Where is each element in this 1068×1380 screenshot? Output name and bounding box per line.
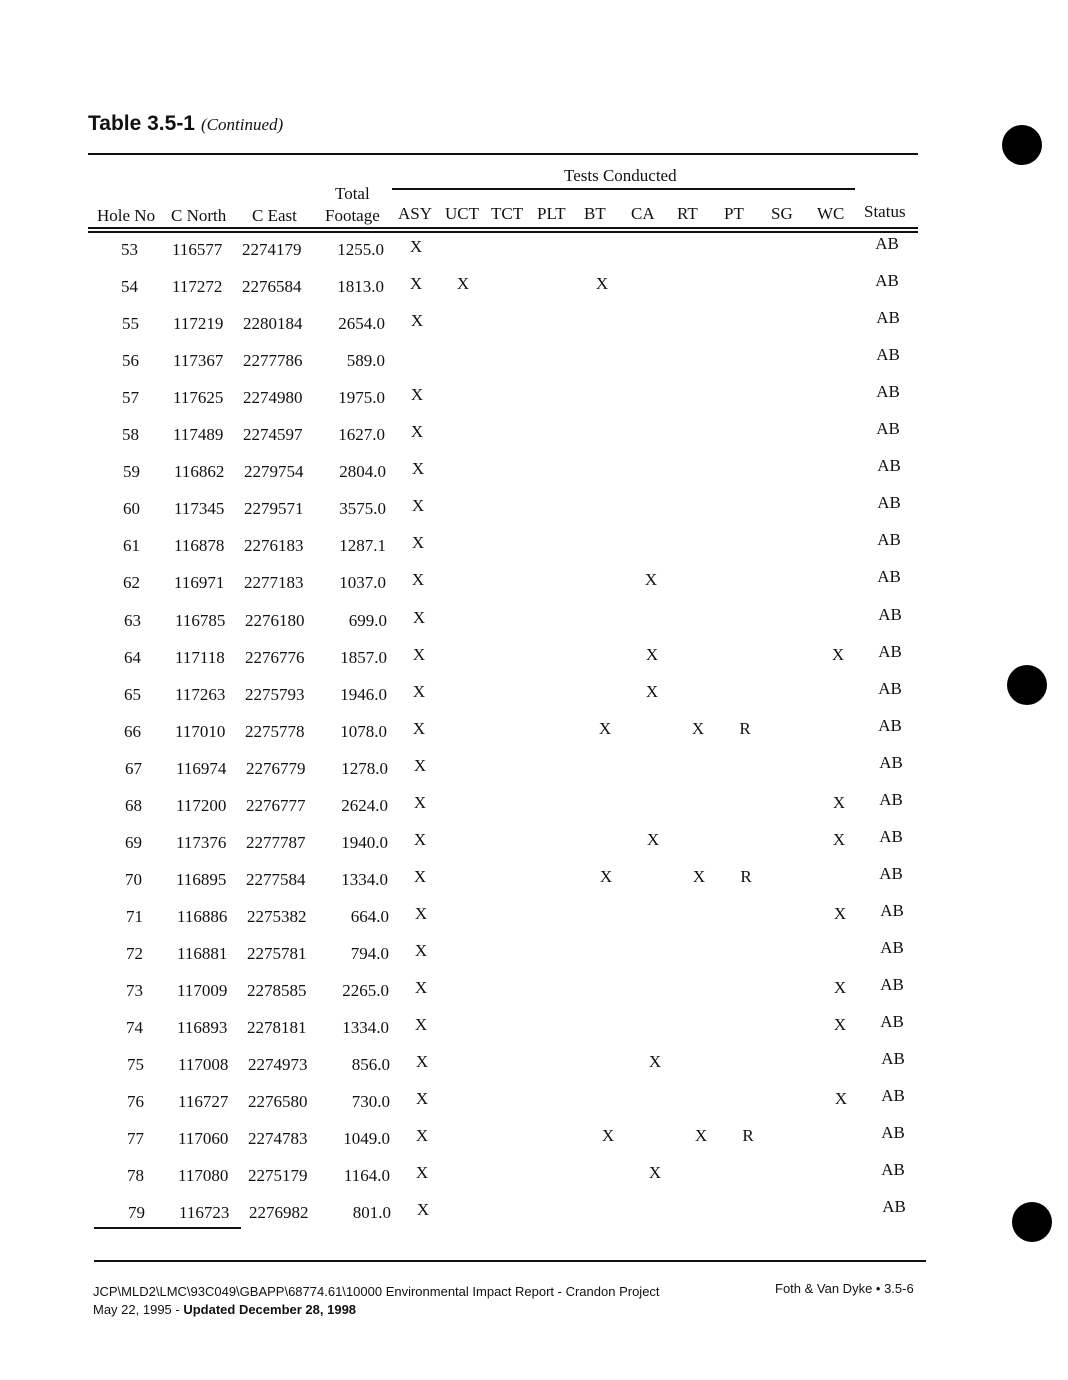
footage-cell: 1334.0 [342, 1018, 389, 1038]
footer-rule [94, 1260, 926, 1262]
status-cell: AB [878, 678, 902, 698]
hole-no-cell: 74 [126, 1018, 143, 1038]
footage-cell: 1164.0 [343, 1166, 390, 1186]
test-wc-cell: X [833, 1015, 847, 1035]
c-east-cell: 2279571 [244, 499, 304, 519]
tests-conducted-underline [392, 188, 855, 190]
status-cell: AB [879, 826, 903, 846]
status-cell: AB [879, 789, 903, 809]
top-rule [88, 153, 918, 155]
c-north-cell: 117009 [177, 981, 228, 1000]
hole-no-cell: 79 [128, 1203, 145, 1223]
footage-cell: 1813.0 [337, 277, 384, 297]
c-north-cell: 117219 [173, 314, 224, 334]
table-row [0, 789, 1068, 826]
c-north-cell: 117376 [176, 832, 227, 852]
table-row [0, 752, 1068, 789]
c-east-cell: 2277786 [243, 351, 303, 371]
status-cell: AB [881, 1123, 905, 1143]
footer-left [93, 1283, 660, 1319]
c-east-cell: 2276776 [245, 647, 305, 667]
c-north-cell: 117272 [172, 277, 223, 297]
test-rt-cell: X [692, 866, 706, 886]
hole-no-cell: 61 [123, 536, 140, 556]
c-east-cell: 2277584 [246, 869, 306, 889]
c-north-cell: 117200 [176, 795, 227, 815]
col-header-uct: UCT [445, 204, 479, 223]
c-north-cell: 116971 [174, 573, 225, 593]
footage-cell: 3575.0 [339, 499, 386, 519]
hole-no-cell: 60 [123, 499, 140, 519]
footage-cell: 856.0 [351, 1055, 390, 1075]
c-north-cell: 117008 [178, 1055, 229, 1075]
c-east-cell: 2274783 [248, 1129, 308, 1149]
hole-no-cell: 73 [126, 981, 143, 1000]
test-wc-cell: X [831, 644, 845, 664]
test-asy-cell: X [415, 1052, 429, 1072]
status-cell: AB [876, 345, 900, 365]
hole-no-cell: 78 [127, 1166, 144, 1186]
c-east-cell: 2274597 [243, 425, 303, 445]
footage-cell: 664.0 [350, 906, 389, 926]
hole-no-cell: 66 [124, 721, 141, 741]
table-row [0, 271, 1068, 307]
table-row [0, 567, 1068, 603]
test-ca-cell: X [645, 644, 659, 664]
header-rule-lower [88, 231, 918, 233]
table-row [0, 1086, 1068, 1122]
c-east-cell: 2280184 [243, 314, 303, 334]
footer-line-2 [93, 1301, 660, 1319]
c-north-cell: 117080 [178, 1166, 229, 1186]
status-cell: AB [877, 493, 901, 513]
col-header-hole-no: Hole No [97, 206, 156, 225]
test-asy-cell: X [412, 644, 426, 664]
test-uct-cell: X [456, 274, 470, 294]
c-north-cell: 117367 [173, 351, 224, 371]
col-header-pt: PT [724, 204, 744, 223]
test-asy-cell: X [412, 607, 426, 627]
status-cell: AB [875, 234, 899, 253]
test-wc-cell: X [832, 792, 846, 812]
footage-cell: 794.0 [350, 943, 389, 963]
table-row [0, 308, 1068, 344]
hole-no-cell: 57 [122, 388, 139, 408]
status-cell: AB [878, 604, 902, 624]
c-east-cell: 2275793 [245, 684, 305, 704]
hole-no-cell: 71 [126, 906, 143, 926]
status-cell: AB [882, 1197, 906, 1217]
status-cell: AB [877, 456, 901, 476]
test-asy-cell: X [411, 533, 425, 553]
test-asy-cell: X [416, 1200, 430, 1220]
c-north-cell: 117345 [174, 499, 225, 519]
c-east-cell: 2278585 [247, 981, 307, 1000]
status-cell: AB [877, 567, 901, 587]
c-east-cell: 2275179 [248, 1166, 308, 1186]
hole-no-cell: 77 [127, 1129, 144, 1149]
col-header-c-east: C East [252, 206, 297, 225]
col-header-rt: RT [677, 204, 698, 223]
c-north-cell: 117118 [175, 647, 225, 667]
c-east-cell: 2274980 [243, 388, 303, 408]
test-asy-cell: X [415, 1089, 429, 1109]
footage-cell: 801.0 [352, 1203, 391, 1223]
c-east-cell: 2274179 [242, 240, 302, 259]
c-east-cell: 2276982 [249, 1203, 309, 1223]
c-north-cell: 116974 [176, 758, 227, 778]
test-rt-cell: X [691, 718, 705, 738]
c-east-cell: 2276180 [245, 610, 305, 630]
col-header-c-north: C North [171, 206, 227, 225]
c-east-cell: 2276183 [244, 536, 304, 556]
c-north-cell: 117263 [175, 684, 226, 704]
hole-no-cell: 65 [124, 684, 141, 704]
col-header-footage: Footage [325, 206, 380, 225]
test-asy-cell: X [413, 792, 427, 812]
hole-no-cell: 75 [127, 1055, 144, 1075]
c-north-cell: 116577 [172, 240, 223, 259]
col-header-ca: CA [631, 204, 655, 223]
col-header-status: Status [864, 202, 906, 221]
test-asy-cell: X [413, 866, 427, 886]
test-wc-cell: X [832, 829, 846, 849]
table-row [0, 419, 1068, 455]
test-pt-cell: R [740, 866, 752, 886]
hole-no-cell: 58 [122, 425, 139, 445]
footage-cell: 1975.0 [338, 388, 385, 408]
test-asy-cell: X [414, 1015, 428, 1035]
test-bt-cell: X [599, 866, 613, 886]
status-cell: AB [879, 752, 903, 772]
col-header-bt: BT [584, 204, 606, 223]
test-wc-cell: X [834, 1089, 848, 1109]
footage-cell: 1078.0 [340, 721, 387, 741]
test-asy-cell: X [414, 903, 428, 923]
c-north-cell: 117010 [175, 721, 226, 741]
test-wc-cell: X [833, 903, 847, 923]
test-rt-cell: X [694, 1126, 708, 1146]
table-row [0, 234, 1068, 270]
test-ca-cell: X [648, 1052, 662, 1072]
hole-no-cell: 55 [122, 314, 139, 334]
footer-updated: Updated December 28, 1998 [183, 1302, 357, 1317]
footage-cell: 1940.0 [341, 832, 388, 852]
test-asy-cell: X [409, 274, 423, 294]
c-north-cell: 116785 [175, 610, 226, 630]
c-north-cell: 116727 [178, 1092, 229, 1112]
col-header-plt: PLT [537, 204, 566, 223]
status-cell: AB [877, 530, 901, 550]
c-east-cell: 2277183 [244, 573, 304, 593]
table-row [0, 382, 1068, 418]
col-header-sg: SG [771, 204, 793, 223]
table-row [0, 975, 1068, 1011]
test-pt-cell: R [739, 718, 751, 738]
footage-cell: 1857.0 [340, 647, 387, 667]
test-bt-cell: X [601, 1126, 615, 1146]
footer-date: May 22, 1995 - [93, 1302, 184, 1317]
c-east-cell: 2279754 [244, 462, 304, 482]
binder-hole-top [1002, 125, 1042, 165]
test-asy-cell: X [413, 755, 427, 775]
hole-no-cell: 70 [125, 869, 142, 889]
c-east-cell: 2275382 [247, 906, 307, 926]
c-north-cell: 117625 [173, 388, 224, 408]
hole-no-cell: 59 [123, 462, 140, 482]
status-cell: AB [876, 308, 900, 328]
table-row [0, 715, 1068, 752]
footage-cell: 2624.0 [341, 795, 388, 815]
hole-no-cell: 72 [126, 943, 143, 963]
test-pt-cell: R [742, 1126, 754, 1146]
hole-no-cell: 54 [121, 277, 138, 297]
c-east-cell: 2278181 [247, 1018, 307, 1038]
table-row [0, 345, 1068, 381]
test-asy-cell: X [412, 718, 426, 738]
status-cell: AB [876, 382, 900, 402]
status-cell: AB [881, 1086, 905, 1106]
table-title-main: Table 3.5-1 [88, 112, 195, 135]
test-wc-cell: X [833, 978, 847, 997]
footage-cell: 1037.0 [339, 573, 386, 593]
c-east-cell: 2275781 [247, 943, 307, 963]
test-asy-cell: X [414, 978, 428, 997]
test-asy-cell: X [410, 422, 424, 442]
c-east-cell: 2276779 [246, 758, 306, 778]
table-row [0, 641, 1068, 678]
status-cell: AB [881, 1160, 905, 1180]
c-east-cell: 2276584 [242, 277, 302, 297]
table-title [88, 112, 283, 136]
table-row [0, 1012, 1068, 1048]
c-east-cell: 2274973 [248, 1055, 308, 1075]
c-east-cell: 2276580 [248, 1092, 308, 1112]
header-rule-upper [88, 227, 918, 229]
footage-cell: 1627.0 [338, 425, 385, 445]
c-north-cell: 116881 [177, 943, 228, 963]
footage-cell: 1255.0 [337, 240, 384, 259]
table-row [0, 1123, 1068, 1159]
c-east-cell: 2276777 [246, 795, 306, 815]
status-cell: AB [879, 863, 903, 883]
status-cell: AB [880, 937, 904, 957]
footer-report-title: Environmental Impact Report - Crandon Project [385, 1284, 660, 1299]
test-ca-cell: X [648, 1163, 662, 1183]
table-row [0, 826, 1068, 863]
test-asy-cell: X [412, 681, 426, 701]
table-end-rule [94, 1227, 241, 1229]
footer-file-path: JCP\MLD2\LMC\93C049\GBAPP\68774.61\10000 [93, 1284, 383, 1299]
footage-cell: 1287.1 [339, 536, 386, 556]
table-row [0, 493, 1068, 529]
status-cell: AB [881, 1049, 905, 1069]
test-ca-cell: X [645, 681, 659, 701]
hole-no-cell: 76 [127, 1092, 144, 1112]
test-bt-cell: X [598, 718, 612, 738]
hole-no-cell: 67 [125, 758, 142, 778]
table-row [0, 530, 1068, 566]
table-row [0, 604, 1068, 641]
footage-cell: 730.0 [351, 1092, 390, 1112]
footage-cell: 1946.0 [340, 684, 387, 704]
table-title-continued: (Continued) [201, 115, 284, 134]
footage-cell: 699.0 [348, 610, 387, 630]
c-east-cell: 2277787 [246, 832, 306, 852]
tests-conducted-header: Tests Conducted [564, 166, 677, 185]
hole-no-cell: 64 [124, 647, 141, 667]
table-row [0, 900, 1068, 937]
col-header-wc: WC [817, 204, 845, 223]
hole-no-cell: 69 [125, 832, 142, 852]
test-ca-cell: X [646, 829, 660, 849]
status-cell: AB [876, 419, 900, 439]
test-asy-cell: X [411, 570, 425, 590]
test-asy-cell: X [410, 311, 424, 331]
footage-cell: 1278.0 [341, 758, 388, 778]
footage-cell: 589.0 [346, 351, 385, 371]
footage-cell: 1049.0 [343, 1129, 390, 1149]
status-cell: AB [878, 641, 902, 661]
test-asy-cell: X [411, 496, 425, 516]
table-row [0, 678, 1068, 715]
hole-no-cell: 62 [123, 573, 140, 593]
status-cell: AB [880, 900, 904, 920]
test-asy-cell: X [413, 829, 427, 849]
table-row [0, 937, 1068, 974]
status-cell: AB [875, 271, 899, 291]
table-row [0, 863, 1068, 900]
footage-cell: 2265.0 [342, 981, 389, 1000]
footage-cell: 2804.0 [339, 462, 386, 482]
c-north-cell: 116878 [174, 536, 225, 556]
test-ca-cell: X [644, 570, 658, 590]
status-cell: AB [878, 715, 902, 735]
hole-no-cell: 53 [121, 240, 138, 259]
c-north-cell: 117060 [178, 1129, 229, 1149]
table-row [0, 456, 1068, 492]
test-bt-cell: X [595, 274, 609, 294]
footer-line-1 [93, 1283, 660, 1301]
c-north-cell: 117489 [173, 425, 224, 445]
col-header-tct: TCT [491, 204, 524, 223]
status-cell: AB [880, 975, 904, 994]
footer-page-ref: Foth & Van Dyke • 3.5-6 [775, 1281, 914, 1296]
test-asy-cell: X [415, 1163, 429, 1183]
test-asy-cell: X [409, 237, 423, 256]
col-header-total: Total [335, 184, 370, 203]
footage-cell: 2654.0 [338, 314, 385, 334]
table-row [0, 1049, 1068, 1085]
test-asy-cell: X [414, 940, 428, 960]
test-asy-cell: X [411, 459, 425, 479]
col-header-asy: ASY [398, 204, 433, 223]
hole-no-cell: 68 [125, 795, 142, 815]
c-north-cell: 116895 [176, 869, 227, 889]
c-north-cell: 116893 [177, 1018, 228, 1038]
table-row [0, 1160, 1068, 1196]
c-east-cell: 2275778 [245, 721, 305, 741]
status-cell: AB [880, 1012, 904, 1032]
c-north-cell: 116723 [179, 1203, 230, 1223]
test-asy-cell: X [415, 1126, 429, 1146]
hole-no-cell: 63 [124, 610, 141, 630]
c-north-cell: 116862 [174, 462, 225, 482]
c-north-cell: 116886 [177, 906, 228, 926]
hole-no-cell: 56 [122, 351, 139, 371]
footage-cell: 1334.0 [341, 869, 388, 889]
test-asy-cell: X [410, 385, 424, 405]
